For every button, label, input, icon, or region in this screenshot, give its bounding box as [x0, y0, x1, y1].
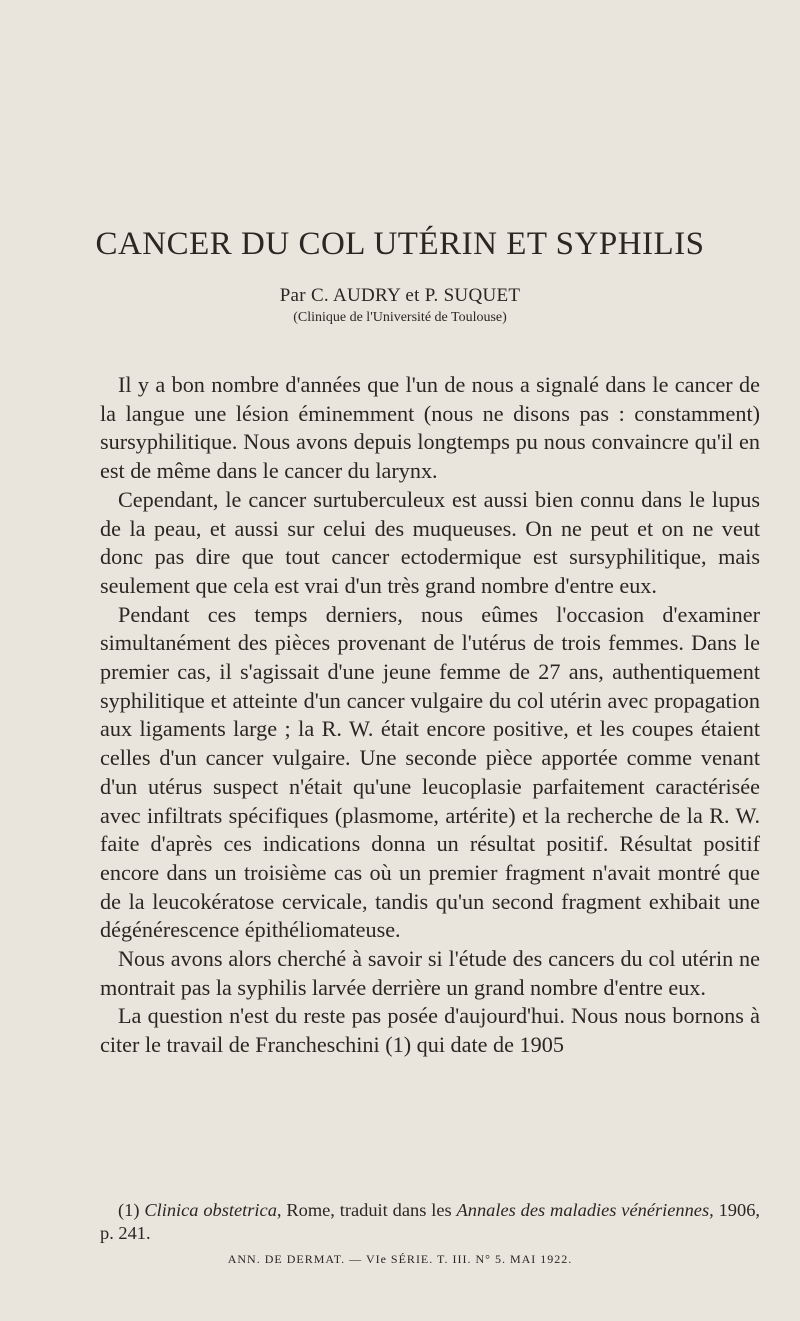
- article-affiliation: (Clinique de l'Université de Toulouse): [293, 310, 507, 325]
- body-paragraph-3: Pendant ces temps derniers, nous eûmes l'occasion d'examiner simultanément des pièces provenant de l'utérus de trois femmes. Dans le premier cas, il s'agissait d'une jeune femme de 27 ans, authentiquement syphilitique et atteinte d'un cancer vulgaire du col utérin avec propagation aux ligaments large ; la R. W. était encore positive, et les coupes étaient celles d'un cancer vulgaire. Une seconde pièce apportée comme venant d'un utérus suspect n'était qu'une leucoplasie parfaitement caractérisée avec infiltrats spécifiques (plasmome, artérite) et la recherche de la R. W. faite d'après ces indications donna un résultat positif. Résultat positif encore dans un troisième cas où un premier fragment n'avait montré que de la leucokératose cervicale, tandis qu'un second fragment exhibait une dégénérescence épithéliomateuse.: [100, 601, 760, 943]
- running-footer: ANN. DE DERMAT. — VIe SÉRIE. T. III. N° 5. MAI 1922.: [227, 1252, 573, 1266]
- footnote-text-1: Rome, traduit dans les: [281, 1200, 457, 1220]
- body-paragraph-5: La question n'est du reste pas posée d'aujourd'hui. Nous nous bornons à citer le travail de Francheschini (1) qui date de 1905: [100, 1003, 760, 1058]
- body-paragraph-2: Cependant, le cancer surtuberculeux est aussi bien connu dans le lupus de la peau, et aussi sur celui des muqueuses. On ne peut et on ne veut donc pas dire que tout cancer ectodermique est sursyphilitique, mais seulement que cela est vrai d'un très grand nombre d'entre eux.: [100, 486, 760, 598]
- article-body: [100, 371, 760, 1060]
- footnote-marker: (1): [118, 1200, 140, 1220]
- footnote: [100, 1199, 760, 1245]
- article-authors: Par C. AUDRY et P. SUQUET: [279, 285, 521, 306]
- body-paragraph-4: Nous avons alors cherché à savoir si l'étude des cancers du col utérin ne montrait pas la syphilis larvée derrière un grand nombre d'entre eux.: [100, 946, 760, 1000]
- article-title: CANCER DU COL UTÉRIN ET SYPHILIS: [95, 226, 705, 262]
- footnote-journal: Clinica obstetrica,: [144, 1200, 282, 1220]
- footnote-annals: Annales des maladies vénériennes,: [456, 1200, 714, 1220]
- body-paragraph-1: Il y a bon nombre d'années que l'un de nous a signalé dans le cancer de la langue une lésion éminemment (nous ne disons pas : constamment) sursyphilitique. Nous avons depuis longtemps pu nous convaincre qu'il en est de même dans le cancer du larynx.: [100, 372, 760, 484]
- footnote-text-2: 1906, p. 241.: [100, 1200, 760, 1243]
